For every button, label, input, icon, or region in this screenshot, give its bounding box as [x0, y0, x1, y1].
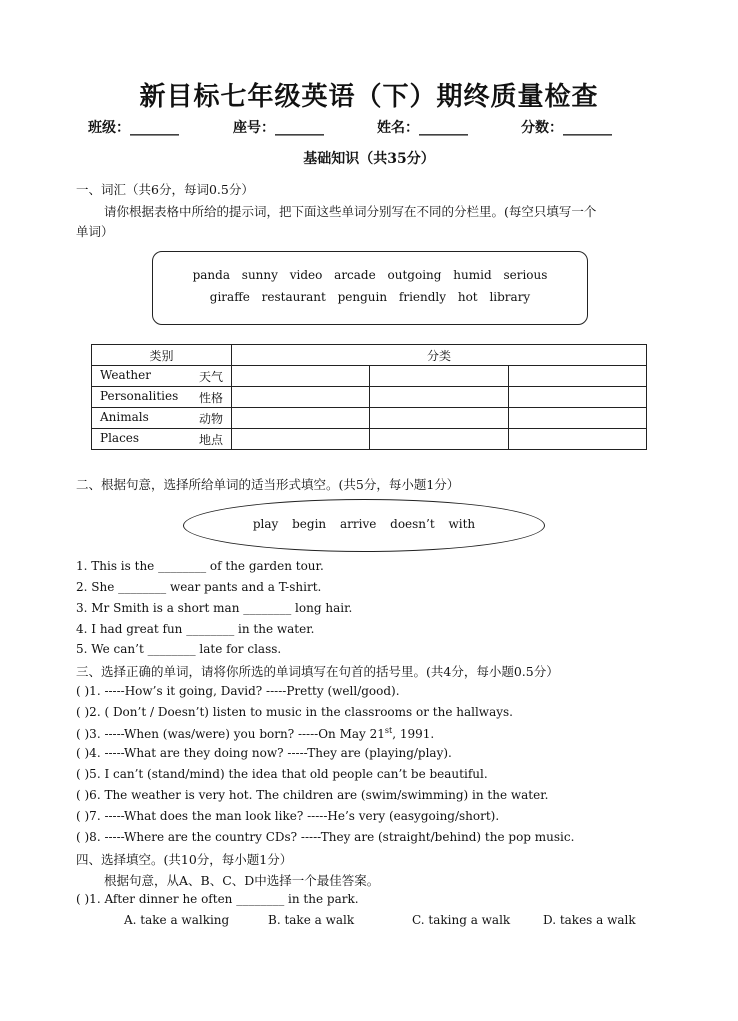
classification-table — [91, 344, 647, 450]
table-header-row — [92, 345, 647, 366]
fill-blank-item: 1. This is the ________ of the garden tour. — [76, 559, 324, 573]
word-ellipse-words: play begin arrive doesn’t with — [252, 517, 476, 531]
answer-cell[interactable] — [508, 387, 646, 408]
choice-item: ( )1. -----How’s it going, David? -----Pretty (well/good). — [76, 684, 400, 698]
table-row — [92, 429, 647, 450]
word-ellipse — [183, 499, 545, 552]
answer-cell[interactable] — [370, 387, 508, 408]
exam-title: 新目标七年级英语（下）期终质量检查 — [139, 82, 599, 112]
category-zh: 地点 — [198, 432, 223, 447]
category-zh: 天气 — [198, 369, 223, 384]
answer-cell[interactable] — [508, 429, 646, 450]
table-row — [92, 408, 647, 429]
category-en: Places — [100, 430, 140, 445]
category-en: Weather — [100, 367, 151, 382]
part4-instruction: 根据句意，从A、B、C、D中选择一个最佳答案。 — [104, 873, 380, 888]
choice-item: ( )2. ( Don’t / Doesn’t) listen to music in the classrooms or the hallways. — [76, 705, 513, 719]
option-c: C. taking a walk — [412, 913, 511, 927]
table-row — [92, 366, 647, 387]
choice-item: ( )5. I can’t (stand/mind) the idea that old people can’t be beautiful. — [76, 767, 488, 781]
choice-item: ( )8. -----Where are the country CDs? -----They are (straight/behind) the pop music. — [76, 830, 575, 844]
part4-heading: 四、选择填空。(共10分，每小题1分） — [76, 852, 293, 867]
part1-instruction: 请你根据表格中所给的提示词，把下面这些单词分别写在不同的分栏里。(每空只填写一个 — [104, 204, 597, 219]
table-row — [92, 387, 647, 408]
fill-blank-item: 3. Mr Smith is a short man ________ long hair. — [76, 601, 353, 615]
word-bank-box — [152, 251, 588, 325]
part1-instruction-cont: 单词） — [76, 224, 114, 239]
mc-question: ( )1. After dinner he often ________ in the park. — [76, 892, 359, 906]
choice-item: ( )3. -----When (was/were) you born? -----On May 21st, 1991. — [76, 726, 435, 741]
category-en: Personalities — [100, 388, 179, 403]
fill-blank-item: 4. I had great fun ________ in the water. — [76, 622, 315, 636]
name-field: 姓名：_______ — [377, 120, 468, 136]
choice-item: ( )6. The weather is very hot. The children are (swim/swimming) in the water. — [76, 788, 549, 802]
answer-cell[interactable] — [232, 408, 370, 429]
classification-header: 分类 — [232, 345, 647, 366]
option-a: A. take a walking — [124, 913, 230, 927]
answer-cell[interactable] — [232, 429, 370, 450]
answer-cell[interactable] — [370, 429, 508, 450]
category-header: 类别 — [92, 345, 232, 366]
option-d: D. takes a walk — [543, 913, 636, 927]
part3-heading: 三、选择正确的单词，请将你所选的单词填写在句首的括号里。(共4分，每小题0.5分） — [76, 664, 559, 679]
answer-cell[interactable] — [370, 366, 508, 387]
part2-heading: 二、根据句意，选择所给单词的适当形式填空。(共5分，每小题1分） — [76, 477, 460, 492]
answer-cell[interactable] — [232, 387, 370, 408]
fill-blank-item: 5. We can’t ________ late for class. — [76, 642, 282, 656]
word-bank-row-2: giraffe restaurant penguin friendly hot library — [209, 290, 531, 304]
seat-number-field: 座号：_______ — [233, 120, 324, 136]
category-en: Animals — [100, 409, 149, 424]
answer-cell[interactable] — [508, 408, 646, 429]
section-title: 基础知识（共35分） — [303, 151, 435, 167]
answer-cell[interactable] — [370, 408, 508, 429]
answer-cell[interactable] — [232, 366, 370, 387]
option-b: B. take a walk — [268, 913, 355, 927]
word-bank-row-1: panda sunny video arcade outgoing humid serious — [192, 268, 548, 282]
choice-item: ( )4. -----What are they doing now? -----They are (playing/play). — [76, 746, 452, 760]
choice-item: ( )7. -----What does the man look like? -----He’s very (easygoing/short). — [76, 809, 500, 823]
class-field: 班级：_______ — [88, 120, 179, 136]
part1-heading: 一、词汇（共6分，每词0.5分） — [76, 182, 254, 197]
fill-blank-item: 2. She ________ wear pants and a T-shirt. — [76, 580, 322, 594]
category-zh: 动物 — [198, 411, 223, 426]
category-zh: 性格 — [198, 390, 223, 405]
score-field: 分数：_______ — [521, 120, 612, 136]
answer-cell[interactable] — [508, 366, 646, 387]
